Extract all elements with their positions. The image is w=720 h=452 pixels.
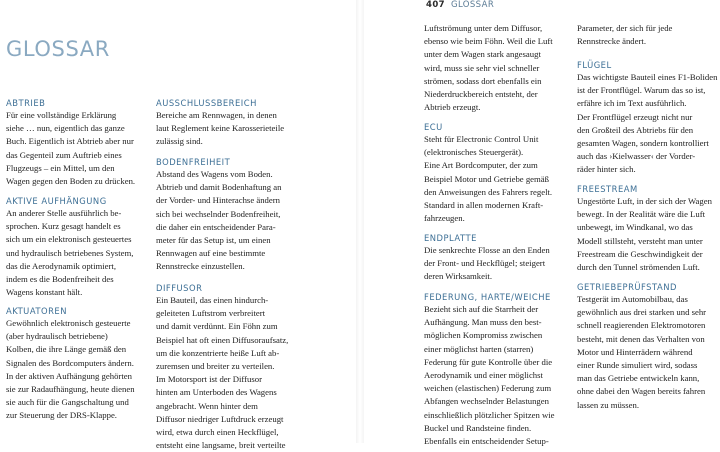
definition-line: Ungestörte Luft, in der sich der Wagen <box>577 196 712 206</box>
definition-line: unter dem Wagen stark angesaugt <box>424 49 541 60</box>
glossary-definition <box>156 294 304 452</box>
glossary-definition <box>6 317 154 423</box>
definition-line: gesamten Wagen, sondern kontrolliert <box>577 138 709 149</box>
definition-line: fahrzeugen. <box>424 213 465 224</box>
left-page <box>0 0 352 451</box>
definition-line: Abtrieb erzeugt. <box>424 102 481 113</box>
right-col-2a <box>577 22 720 48</box>
glossary-definition <box>577 293 720 412</box>
definition-line: Bereiche am Rennwagen, in denen <box>156 110 277 120</box>
definition-line: sich bei wechselnder Bodenfreiheit, <box>156 208 281 219</box>
glossary-definition <box>424 22 572 114</box>
definition-line: Eine Art Bordcomputer, der zum <box>424 160 538 171</box>
definition-line: ebenso wie beim Föhn. Weil die Luft <box>424 36 553 47</box>
definition-line: ist der Frontflügel. Warum das so ist, <box>577 85 706 96</box>
running-head-title: GLOSSAR <box>450 0 495 10</box>
definition-line: entsteht eine langsame, breit verteilte <box>156 440 286 451</box>
definition-line: den Anweisungen des Fahrers regelt. <box>424 186 553 197</box>
definition-line: Buckel und Randsteine finden. <box>424 422 532 433</box>
glossary-definition <box>577 195 720 274</box>
definition-line: Steht für Electronic Control Unit <box>424 134 539 144</box>
definition-line: sie zur Radaufhängung, heute dienen <box>6 384 135 395</box>
definition-line: wird, etwa durch einen Heckflügel, <box>156 427 279 438</box>
definition-line: der Front- und Heckflügel; steigert <box>424 258 546 269</box>
glossary-definition <box>156 109 304 149</box>
definition-line: zulässig sind. <box>156 136 203 147</box>
definition-line: das die Aerodynamik optimiert, <box>6 260 117 271</box>
definition-line: sich um ein elektronisch gesteuertes <box>6 234 132 245</box>
definition-line: Abfangen wechselnder Belastungen <box>424 396 549 407</box>
definition-line: lassen zu müssen. <box>577 399 640 410</box>
glossary-term: AKTUATOREN <box>6 306 67 316</box>
definition-line: indem es die Bodenfreiheit des <box>6 274 114 285</box>
definition-line: ohne dabei den Wagen bereits fahren <box>577 386 706 397</box>
glossary-term: GETRIEBEPRÜFSTAND <box>577 282 677 292</box>
left-col-1b <box>6 196 154 299</box>
definition-line: Testgerät im Automobilbau, das <box>577 294 688 304</box>
definition-line: wird, muss sie sehr viel schneller <box>424 62 540 73</box>
definition-line: siehe … nun, eigentlich das ganze <box>6 123 125 134</box>
definition-line: gewöhnlich aus drei starken und sehr <box>577 307 707 318</box>
definition-line: Ebenfalls ein entscheidender Setup- <box>424 436 549 447</box>
definition-line: um die konzentrierte heiße Luft ab- <box>156 347 280 358</box>
definition-line: weichen (elastischen) Federung zum <box>424 383 552 394</box>
definition-line: Wagens konstant hält. <box>6 287 83 298</box>
definition-line: Beispiel hat oft einen Diffusoraufsatz, <box>156 334 289 345</box>
definition-line: An anderer Stelle ausführlich be- <box>6 208 122 218</box>
definition-line: Gewöhnlich elektronisch gesteuerte <box>6 318 131 328</box>
right-col-1b <box>424 122 572 225</box>
left-col-1 <box>6 98 154 188</box>
glossary-term: FLÜGEL <box>577 60 612 70</box>
right-page <box>368 0 720 447</box>
definition-line: einer Runde simuliert wird, sodass <box>577 360 698 371</box>
glossary-definition <box>424 303 572 448</box>
right-col-2b <box>577 60 720 177</box>
definition-line: unbewegt, im Windkanal, wo das <box>577 222 693 233</box>
definition-line: Aufhängung. Man muss den best- <box>424 317 542 328</box>
definition-line: Im Motorsport ist der Diffusor <box>156 374 263 385</box>
definition-line: Der Frontflügel erzeugt nicht nur <box>577 111 693 122</box>
definition-line: räder hinter sich. <box>577 164 636 175</box>
definition-line: Ein Bauteil, das einen hindurch- <box>156 295 269 305</box>
glossary-definition <box>577 22 720 48</box>
definition-line: Abstand des Wagens vom Boden. <box>156 169 273 179</box>
definition-line: laut Reglement keine Karosserieteile <box>156 123 285 134</box>
definition-line: Parameter, der sich für jede <box>577 23 673 33</box>
definition-line: schnell reagierenden Elektromotoren <box>577 320 706 331</box>
running-head <box>426 0 494 10</box>
definition-line: Freestream die Geschwindigkeit der <box>577 248 703 259</box>
glossary-term: AUSSCHLUSSBEREICH <box>156 98 257 108</box>
glossary-term: DIFFUSOR <box>156 283 203 293</box>
definition-line: einschließlich plötzlicher Spitzen wie <box>424 409 555 420</box>
glossary-definition <box>156 168 304 274</box>
left-col-2c <box>156 283 304 452</box>
left-col-2b <box>156 157 304 274</box>
definition-line: erfähre ich im Text ausführlich. <box>577 98 687 109</box>
definition-line: Rennstrecke ändert. <box>577 36 646 47</box>
left-col-2a <box>156 98 304 149</box>
definition-line: angebracht. Wenn hinter dem <box>156 400 258 411</box>
right-col-2d <box>577 282 720 412</box>
glossary-term: BODENFREIHEIT <box>156 157 231 167</box>
definition-line: zur Steuerung der DRS-Klappe. <box>6 410 117 421</box>
definition-line: Rennstrecke einzustellen. <box>156 261 245 272</box>
definition-line: deren Wirksamkeit. <box>424 271 493 282</box>
glossary-definition <box>424 133 572 225</box>
definition-line: Federung für gute Kontrolle über die <box>424 356 553 367</box>
definition-line: geleiteten Luftstrom verbreitert <box>156 308 266 319</box>
definition-line: sprochen. Kurz gesagt handelt es <box>6 221 121 232</box>
definition-line: In der aktiven Aufhängung gehörten <box>6 370 132 381</box>
definition-line: (aber hydraulisch betriebene) <box>6 331 108 342</box>
definition-line: Flugzeugs – ein Mittel, um den <box>6 162 115 173</box>
definition-line: Aerodynamik und einer möglichst <box>424 370 543 381</box>
definition-line: möglichen Kompromiss zwischen <box>424 330 543 341</box>
definition-line: Standard in allen modernen Kraft- <box>424 200 544 211</box>
definition-line: Luftströmung unter dem Diffusor, <box>424 23 543 33</box>
definition-line: besteht, mit denen das Verhalten von <box>577 333 705 344</box>
page-number: 407 <box>426 0 445 10</box>
definition-line: Modell stillsteht, versteht man unter <box>577 235 703 246</box>
right-col-1d <box>424 292 572 448</box>
definition-line: den Großteil des Abtriebs für den <box>577 124 694 135</box>
definition-line: durch den Tunnel strömenden Luft. <box>577 262 700 273</box>
definition-line: Die senkrechte Flosse an den Enden <box>424 245 550 255</box>
definition-line: Rennwagen auf eine bestimmte <box>156 248 266 259</box>
definition-line: bewegt. In der Realität wäre die Luft <box>577 209 706 220</box>
definition-line: Das wichtigste Bauteil eines F1-Boliden <box>577 72 718 82</box>
definition-line: der Vorder- und Hinterachse ändern <box>156 195 280 206</box>
definition-line: hinten am Unterboden des Wagens <box>156 387 277 398</box>
definition-line: auch das ›Kielwasser‹ der Vorder- <box>577 151 696 162</box>
definition-line: Signalen des Bordcomputers ändern. <box>6 357 134 368</box>
definition-line: man das Getriebe entwickeln kann, <box>577 373 700 384</box>
book-gutter <box>356 0 364 443</box>
glossary-definition <box>6 207 154 299</box>
glossary-term: FEDERUNG, HARTE/WEICHE <box>424 292 551 302</box>
definition-line: zuremsen und breiter zu verteilen. <box>156 361 275 372</box>
glossary-term: FREESTREAM <box>577 184 638 194</box>
definition-line: Kolben, die ihre Länge gemäß den <box>6 344 127 355</box>
glossary-title: GLOSSAR <box>6 37 110 61</box>
definition-line: die daher ein entscheidender Para- <box>156 221 276 232</box>
definition-line: und hydraulisch betriebenes System, <box>6 247 134 258</box>
definition-line: Abtrieb und damit Bodenhaftung an <box>156 182 282 193</box>
definition-line: und damit verdünnt. Ein Föhn zum <box>156 321 278 332</box>
glossary-definition <box>6 109 154 188</box>
right-col-2c <box>577 184 720 274</box>
definition-line: Für eine vollständige Erklärung <box>6 110 117 120</box>
right-col-1a <box>424 22 572 114</box>
definition-line: das Gegenteil zum Auftrieb eines <box>6 149 122 160</box>
glossary-term: AKTIVE AUFHÄNGUNG <box>6 196 107 206</box>
definition-line: Beispiel Motor und Getriebe gemäß <box>424 173 549 184</box>
definition-line: Wagen gegen den Boden zu drücken. <box>6 176 136 187</box>
glossary-definition <box>577 71 720 177</box>
left-col-1c <box>6 306 154 423</box>
definition-line: sie auch für die Gangschaltung und <box>6 397 129 408</box>
definition-line: Niederdruckbereich entsteht, der <box>424 89 538 100</box>
glossary-term: ECU <box>424 122 443 132</box>
glossary-term: ABTRIEB <box>6 98 46 108</box>
definition-line: Bezieht sich auf die Starrheit der <box>424 304 539 314</box>
definition-line: einer möglichst harten (starren) <box>424 343 534 354</box>
definition-line: Motor und Hinterrädern während <box>577 346 693 357</box>
glossary-term: ENDPLATTE <box>424 233 477 243</box>
definition-line: Buch. Eigentlich ist Abtrieb aber nur <box>6 136 134 147</box>
definition-line: meter für das Setup ist, um einen <box>156 235 271 246</box>
definition-line: Diffusor niedriger Luftdruck erzeugt <box>156 413 284 424</box>
glossary-definition <box>424 244 572 284</box>
definition-line: strömen, sodass dort ebenfalls ein <box>424 75 542 86</box>
definition-line: (elektronisches Steuergerät). <box>424 147 524 158</box>
right-col-1c <box>424 233 572 284</box>
